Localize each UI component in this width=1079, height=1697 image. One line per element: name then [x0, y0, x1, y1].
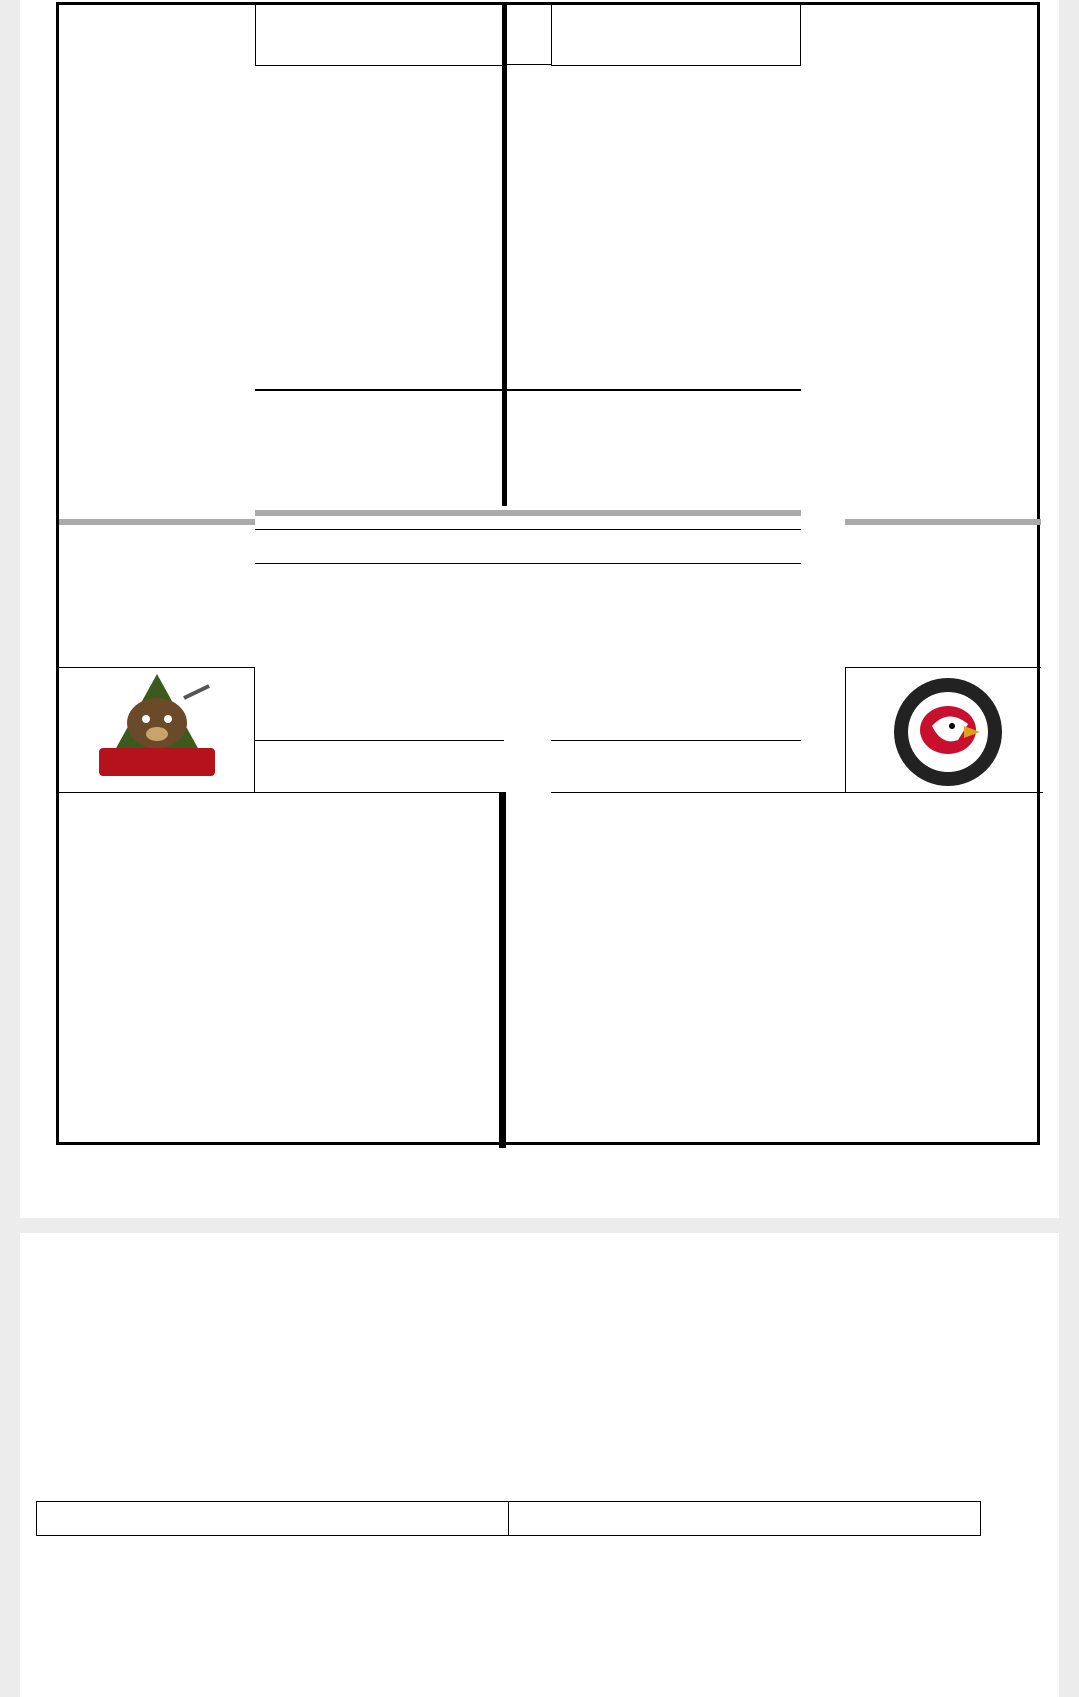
grizzlies-logo: [59, 667, 255, 792]
home-header: [551, 5, 801, 66]
home-penalties-title: [551, 792, 1043, 793]
away-penalties-title: [59, 792, 504, 793]
officials-title: [255, 510, 801, 516]
shootout-page: [20, 1233, 1059, 1697]
goalie-title: [255, 389, 801, 391]
away-roster-info: [255, 740, 504, 741]
visitor-coaches: [59, 519, 255, 525]
shootout-home-header: [37, 1502, 509, 1536]
home-roster-info: [551, 740, 801, 741]
shootout-visitor-header: [509, 1502, 981, 1536]
visitor-header: [255, 5, 504, 66]
scoresheet: [56, 2, 1040, 1145]
winterhawks-logo: [845, 667, 1041, 792]
officials: [255, 529, 801, 564]
shootout-table: [36, 1501, 981, 1536]
scoresheet-page: [20, 0, 1059, 1218]
home-coaches: [845, 519, 1041, 525]
